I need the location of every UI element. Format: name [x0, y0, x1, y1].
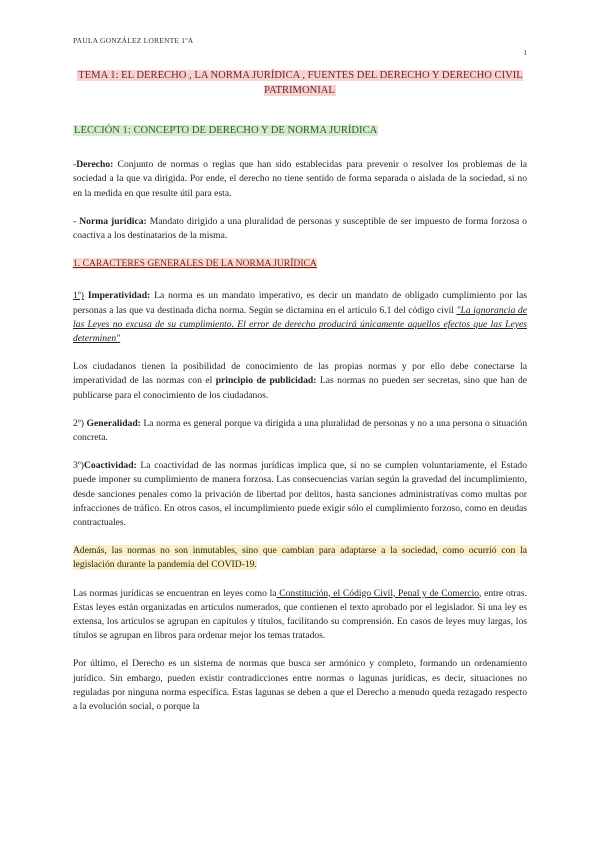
paragraph-text: , entre otras. Estas leyes están organizadas en artículos numerados, que contienen el texto aprobado por el legislador. Si una ley es extensa, los artículos se agrupan en capítulos y títulos, facilitando su comprensión. En casos de leyes muy largas, los títulos se agrupan en libros para ordenar mejor los temas tratados. — [73, 587, 527, 642]
underlined-laws: Constitución, el Código Civil, Penal y de Comercio — [276, 587, 480, 599]
definition-text: Conjunto de normas o reglas que han sido establecidas para prevenir o resolver los problemas de la sociedad a la que va dirigida. Por ende, el derecho no tiene sentido de forma separada o aislada de la sociedad, si no en la medida en que resulte útil para esta. — [73, 159, 527, 199]
definition-derecho — [73, 158, 527, 201]
definition-term: Derecho: — [76, 159, 114, 171]
lesson-heading — [73, 124, 527, 138]
lesson-heading-text: LECCIÓN 1: CONCEPTO DE DERECHO Y DE NORMA JURÍDICA — [74, 125, 378, 136]
highlighted-text: Además, las normas no son inmutables, sino que cambian para adaptarse a la sociedad, como ocurrió con la legislación durante la pandemia del COVID-19. — [73, 545, 527, 571]
paragraph-text: Las normas jurídicas se encuentran en leyes como la — [73, 587, 277, 599]
paragraph-leyes — [73, 587, 527, 644]
section-heading-text: 1. CARACTERES GENERALES DE LA NORMA JURÍDICA — [73, 258, 317, 270]
paragraph-publicidad — [73, 360, 527, 403]
definition-term: Norma jurídica: — [79, 215, 147, 227]
definition-prefix: - — [73, 215, 80, 227]
page-header-author: PAULA GONZÁLEZ LORENTE 1ºA — [73, 36, 194, 45]
paragraph-generalidad — [73, 417, 527, 445]
item-text: La coactividad de las normas jurídicas implica que, si no se cumplen voluntariamente, el Estado puede imponer su cumplimiento de manera forzosa. Las consecuencias varían según la gravedad del incumplimiento, desde sanciones penales como la privación de libertad por delitos, hasta sanciones administrativas como multas por infracciones de tráfico. En otros casos, el incumplimiento puede exigir sólo el cumplimiento forzoso, como en deudas contractuales. — [73, 460, 527, 529]
paragraph-text: Las normas no pueden ser secretas, sino que han de publicarse para el conocimiento de los ciudadanos. — [73, 375, 527, 401]
paragraph-imperatividad — [73, 289, 527, 346]
paragraph-coactividad — [73, 459, 527, 530]
document-body — [73, 69, 527, 728]
paragraph-text: Los ciudadanos tienen la posibilidad de conocimiento de las propias normas y por ello debe conectarse la imperatividad de las normas con el — [73, 361, 527, 387]
definition-text: Mandato dirigido a una pluralidad de personas y susceptible de ser impuesto de forma forzosa o coactiva a los destinatarios de la misma. — [73, 215, 527, 242]
paragraph-sistema — [73, 657, 527, 714]
item-text: La norma es un mandato imperativo, es decir un mandato de obligado cumplimiento por las personas a las que va destinada dicha norma. Según se dictamina en el artículo 6.1 del código civil — [73, 290, 528, 316]
item-number: 2º) — [73, 417, 87, 429]
paragraph-text: Por último, el Derecho es un sistema de normas que busca ser armónico y completo, formando un ordenamiento jurídico. Sin embargo, pueden existir contradicciones entre normas o lagunas jurídicas, es decir, situaciones no reguladas por ninguna norma específica. Estas lagunas se deben a que el Derecho a menudo queda rezagado respecto a la evolución social, o porque la — [73, 658, 527, 713]
page-number: 1 — [523, 48, 527, 57]
item-number: 1º) — [73, 290, 84, 302]
section-heading — [73, 257, 527, 271]
topic-title — [73, 69, 527, 98]
item-text: La norma es general porque va dirigida a una pluralidad de personas y no a una persona o situación concreta. — [73, 417, 527, 444]
item-term: Imperatividad: — [83, 290, 151, 302]
item-number: 3º) — [73, 460, 84, 472]
definition-norma — [73, 215, 527, 243]
definition-prefix: - — [73, 159, 77, 171]
paragraph-term: principio de publicidad: — [215, 375, 317, 387]
item-term: Coactividad: — [83, 460, 137, 472]
topic-title-text: TEMA 1: EL DERECHO , LA NORMA JURÍDICA , FUENTES DEL DERECHO Y DERECHO CIVIL PATRIMONIAL — [78, 70, 523, 96]
item-term: Generalidad: — [86, 417, 141, 429]
paragraph-mutabilidad — [73, 544, 527, 572]
legal-citation: "La ignorancia de las Leyes no excusa de su cumplimiento. El error de derecho producirá únicamente aquellos efectos que las Leyes determinen" — [73, 304, 527, 345]
